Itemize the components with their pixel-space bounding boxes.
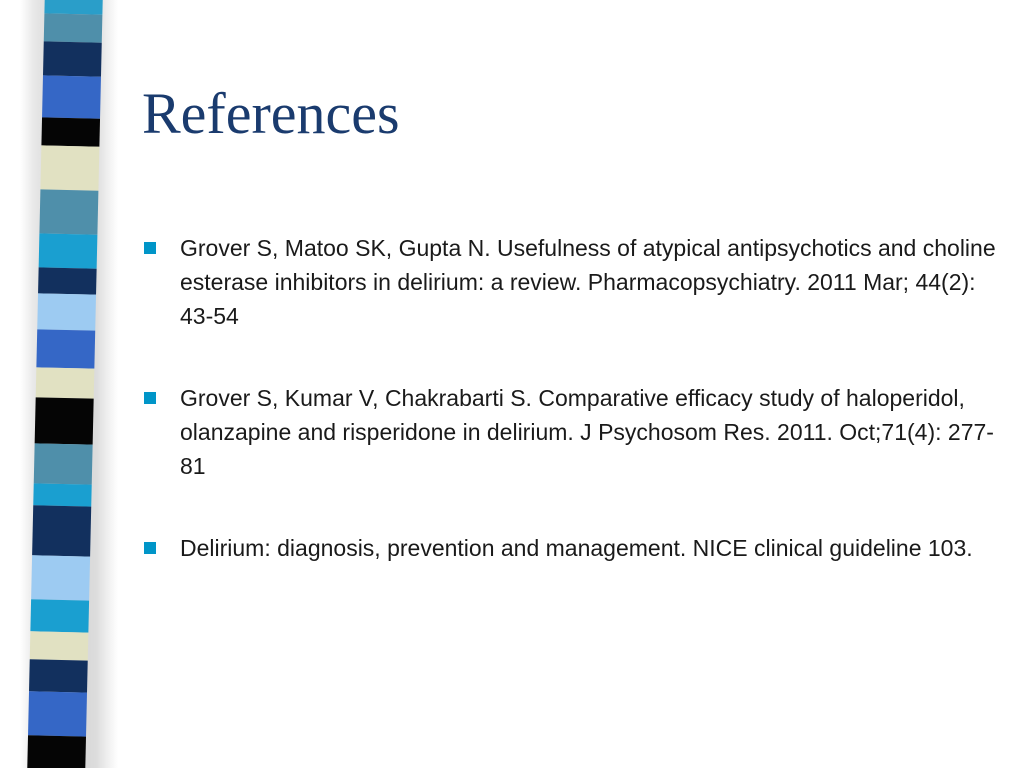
square-bullet-icon [144, 242, 156, 254]
side-decorative-strip [0, 0, 118, 768]
square-bullet-icon [144, 392, 156, 404]
reference-item [140, 231, 1000, 333]
reference-item [140, 381, 1000, 483]
reference-item [140, 531, 1000, 565]
reference-text: Grover S, Kumar V, Chakrabarti S. Comparative efficacy study of haloperidol, olanzapine and risperidone in delirium. J Psychosom Res. 2011. Oct;71(4): 277-81 [180, 385, 994, 479]
reference-text: Delirium: diagnosis, prevention and management. NICE clinical guideline 103. [180, 535, 973, 561]
reference-text: Grover S, Matoo SK, Gupta N. Usefulness of atypical antipsychotics and choline esterase inhibitors in delirium: a review. Pharmacopsychiatry. 2011 Mar; 44(2): 43-54 [180, 235, 996, 329]
square-bullet-icon [144, 542, 156, 554]
reference-list [140, 231, 1000, 613]
slide-title: References [142, 81, 400, 146]
